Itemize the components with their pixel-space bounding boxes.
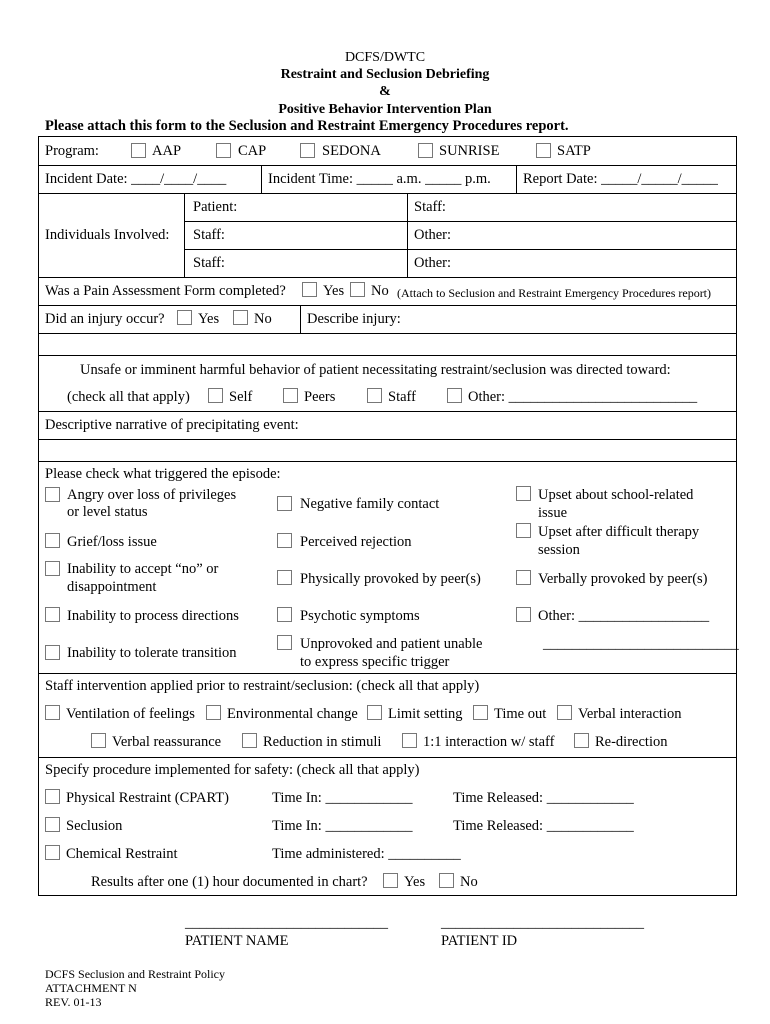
program-sunrise-label: SUNRISE bbox=[439, 143, 500, 159]
intervention-time-out-label: Time out bbox=[494, 706, 547, 722]
intervention-verbal-interaction-checkbox[interactable] bbox=[557, 705, 572, 720]
row-divider bbox=[38, 165, 737, 166]
intervention-redirection-label: Re-direction bbox=[595, 734, 668, 750]
behavior-other-field[interactable]: Other: __________________________ bbox=[468, 389, 698, 405]
injury-yes-label: Yes bbox=[198, 311, 220, 327]
intervention-label: Staff intervention applied prior to restraint/seclusion: (check all that apply) bbox=[45, 678, 480, 694]
intervention-verbal-reassurance-label: Verbal reassurance bbox=[112, 734, 222, 750]
pain-note: (Attach to Seclusion and Restraint Emergency Procedures report) bbox=[397, 286, 712, 300]
col-divider bbox=[184, 193, 185, 277]
trigger-accept-no-label-2: disappointment bbox=[67, 579, 157, 595]
report-date-field[interactable]: Report Date: _____/_____/_____ bbox=[523, 171, 718, 187]
form-title-ampersand: & bbox=[379, 84, 391, 99]
patient-name-label: PATIENT NAME bbox=[185, 933, 289, 949]
seclusion-time-released-field[interactable]: Time Released: ____________ bbox=[453, 818, 634, 834]
behavior-staff-checkbox[interactable] bbox=[367, 388, 382, 403]
trigger-school-label-2: issue bbox=[538, 505, 567, 521]
trigger-angry-label-2: or level status bbox=[67, 504, 148, 520]
form-title: Restraint and Seclusion Debriefing bbox=[280, 67, 490, 82]
program-sedona-checkbox[interactable] bbox=[300, 143, 315, 158]
row-divider bbox=[38, 411, 737, 412]
col-divider bbox=[261, 165, 262, 193]
table-border-left bbox=[38, 136, 39, 896]
pain-no-checkbox[interactable] bbox=[350, 282, 365, 297]
row-divider bbox=[184, 249, 737, 250]
trigger-accept-no-checkbox[interactable] bbox=[45, 561, 60, 576]
chemical-time-administered-field[interactable]: Time administered: __________ bbox=[272, 846, 461, 862]
physical-time-in-field[interactable]: Time In: ____________ bbox=[272, 790, 413, 806]
form-subtitle: Positive Behavior Intervention Plan bbox=[278, 102, 492, 117]
trigger-physically-provoked-checkbox[interactable] bbox=[277, 570, 292, 585]
program-aap-checkbox[interactable] bbox=[131, 143, 146, 158]
procedure-seclusion-checkbox[interactable] bbox=[45, 817, 60, 832]
footer-attachment: ATTACHMENT N bbox=[45, 981, 137, 995]
intervention-environmental-checkbox[interactable] bbox=[206, 705, 221, 720]
row-divider bbox=[38, 439, 737, 440]
intervention-time-out-checkbox[interactable] bbox=[473, 705, 488, 720]
incident-date-field[interactable]: Incident Date: ____/____/____ bbox=[45, 171, 227, 187]
staff-field[interactable]: Staff: bbox=[414, 199, 446, 215]
row-divider bbox=[38, 461, 737, 462]
trigger-other-checkbox[interactable] bbox=[516, 607, 531, 622]
trigger-transition-label: Inability to tolerate transition bbox=[67, 645, 237, 661]
procedure-seclusion-label: Seclusion bbox=[66, 818, 123, 834]
row-divider bbox=[38, 355, 737, 356]
row-divider bbox=[38, 193, 737, 194]
pain-yes-label: Yes bbox=[323, 283, 345, 299]
trigger-therapy-label-2: session bbox=[538, 542, 580, 558]
program-sunrise-checkbox[interactable] bbox=[418, 143, 433, 158]
patient-id-line[interactable]: ____________________________ bbox=[441, 915, 644, 931]
program-satp-label: SATP bbox=[557, 143, 591, 159]
trigger-other-field[interactable]: Other: __________________ bbox=[538, 608, 710, 624]
trigger-verbally-provoked-label: Verbally provoked by peer(s) bbox=[538, 571, 708, 587]
behavior-self-label: Self bbox=[229, 389, 253, 405]
behavior-check-all: (check all that apply) bbox=[67, 389, 190, 405]
injury-no-checkbox[interactable] bbox=[233, 310, 248, 325]
trigger-angry-label: Angry over loss of privileges bbox=[67, 487, 237, 503]
procedure-physical-restraint-checkbox[interactable] bbox=[45, 789, 60, 804]
table-border-bottom bbox=[38, 895, 737, 896]
intervention-ventilation-label: Ventilation of feelings bbox=[66, 706, 195, 722]
trigger-transition-checkbox[interactable] bbox=[45, 645, 60, 660]
results-yes-checkbox[interactable] bbox=[383, 873, 398, 888]
trigger-psychotic-label: Psychotic symptoms bbox=[300, 608, 420, 624]
behavior-peers-label: Peers bbox=[304, 389, 336, 405]
intervention-reduction-stimuli-label: Reduction in stimuli bbox=[263, 734, 382, 750]
pain-no-label: No bbox=[371, 283, 389, 299]
org-name: DCFS/DWTC bbox=[344, 50, 426, 65]
trigger-grief-checkbox[interactable] bbox=[45, 533, 60, 548]
row-divider bbox=[38, 305, 737, 306]
trigger-verbally-provoked-checkbox[interactable] bbox=[516, 570, 531, 585]
behavior-self-checkbox[interactable] bbox=[208, 388, 223, 403]
col-divider bbox=[407, 193, 408, 277]
program-sedona-label: SEDONA bbox=[322, 143, 381, 159]
triggers-label: Please check what triggered the episode: bbox=[45, 466, 281, 482]
trigger-unprovoked-label-2: to express specific trigger bbox=[300, 654, 450, 670]
intervention-verbal-reassurance-checkbox[interactable] bbox=[91, 733, 106, 748]
program-label: Program: bbox=[45, 143, 99, 159]
intervention-one-to-one-checkbox[interactable] bbox=[402, 733, 417, 748]
trigger-unprovoked-checkbox[interactable] bbox=[277, 635, 292, 650]
pain-yes-checkbox[interactable] bbox=[302, 282, 317, 297]
trigger-rejection-checkbox[interactable] bbox=[277, 533, 292, 548]
incident-time-field[interactable]: Incident Time: _____ a.m. _____ p.m. bbox=[268, 171, 491, 187]
table-border-right bbox=[736, 136, 737, 896]
describe-injury-field[interactable]: Describe injury: bbox=[307, 311, 401, 327]
results-no-checkbox[interactable] bbox=[439, 873, 454, 888]
program-satp-checkbox[interactable] bbox=[536, 143, 551, 158]
intervention-limit-setting-label: Limit setting bbox=[388, 706, 463, 722]
trigger-process-directions-label: Inability to process directions bbox=[67, 608, 239, 624]
trigger-psychotic-checkbox[interactable] bbox=[277, 607, 292, 622]
trigger-process-directions-checkbox[interactable] bbox=[45, 607, 60, 622]
physical-time-released-field[interactable]: Time Released: ____________ bbox=[453, 790, 634, 806]
trigger-angry-checkbox[interactable] bbox=[45, 487, 60, 502]
procedure-label: Specify procedure implemented for safety: (check all that apply) bbox=[45, 762, 420, 778]
behavior-staff-label: Staff bbox=[388, 389, 416, 405]
row-divider bbox=[38, 277, 737, 278]
trigger-family-contact-checkbox[interactable] bbox=[277, 496, 292, 511]
behavior-question: Unsafe or imminent harmful behavior of patient necessitating restraint/seclusion was directed toward: bbox=[80, 362, 671, 378]
trigger-grief-label: Grief/loss issue bbox=[67, 534, 157, 550]
row-divider bbox=[38, 673, 737, 674]
intervention-reduction-stimuli-checkbox[interactable] bbox=[242, 733, 257, 748]
table-border-top bbox=[38, 136, 737, 137]
results-no-label: No bbox=[460, 874, 478, 890]
col-divider bbox=[516, 165, 517, 193]
trigger-school-checkbox[interactable] bbox=[516, 486, 531, 501]
trigger-rejection-label: Perceived rejection bbox=[300, 534, 412, 550]
results-question: Results after one (1) hour documented in chart? bbox=[91, 874, 368, 890]
behavior-peers-checkbox[interactable] bbox=[283, 388, 298, 403]
footer-policy: DCFS Seclusion and Restraint Policy bbox=[45, 967, 225, 981]
intervention-environmental-label: Environmental change bbox=[227, 706, 358, 722]
trigger-family-contact-label: Negative family contact bbox=[300, 496, 440, 512]
trigger-other-extra-line[interactable]: ___________________________ bbox=[543, 636, 739, 652]
injury-no-label: No bbox=[254, 311, 272, 327]
trigger-therapy-label: Upset after difficult therapy bbox=[538, 524, 700, 540]
trigger-unprovoked-label: Unprovoked and patient unable bbox=[300, 636, 483, 652]
injury-yes-checkbox[interactable] bbox=[177, 310, 192, 325]
program-cap-label: CAP bbox=[238, 143, 267, 159]
trigger-physically-provoked-label: Physically provoked by peer(s) bbox=[300, 571, 481, 587]
patient-name-line[interactable]: ____________________________ bbox=[185, 915, 388, 931]
trigger-school-label: Upset about school-related bbox=[538, 487, 694, 503]
patient-field[interactable]: Patient: bbox=[193, 199, 238, 215]
footer-revision: REV. 01-13 bbox=[45, 995, 102, 1009]
intervention-redirection-checkbox[interactable] bbox=[574, 733, 589, 748]
program-aap-label: AAP bbox=[152, 143, 182, 159]
col-divider bbox=[300, 305, 301, 333]
patient-id-label: PATIENT ID bbox=[441, 933, 518, 949]
injury-question: Did an injury occur? bbox=[45, 311, 165, 327]
procedure-chemical-restraint-checkbox[interactable] bbox=[45, 845, 60, 860]
other-field[interactable]: Other: bbox=[414, 255, 452, 271]
intervention-verbal-interaction-label: Verbal interaction bbox=[578, 706, 682, 722]
form-instruction: Please attach this form to the Seclusion and Restraint Emergency Procedures report. bbox=[45, 118, 569, 134]
intervention-ventilation-checkbox[interactable] bbox=[45, 705, 60, 720]
individuals-label: Individuals Involved: bbox=[45, 227, 170, 243]
seclusion-time-in-field[interactable]: Time In: ____________ bbox=[272, 818, 413, 834]
results-yes-label: Yes bbox=[404, 874, 426, 890]
intervention-limit-setting-checkbox[interactable] bbox=[367, 705, 382, 720]
narrative-label: Descriptive narrative of precipitating event: bbox=[45, 417, 299, 433]
procedure-physical-restraint-label: Physical Restraint (CPART) bbox=[66, 790, 229, 806]
staff-field[interactable]: Staff: bbox=[193, 227, 225, 243]
row-divider bbox=[38, 757, 737, 758]
staff-field[interactable]: Staff: bbox=[193, 255, 225, 271]
row-divider bbox=[38, 333, 737, 334]
trigger-accept-no-label: Inability to accept “no” or bbox=[67, 561, 219, 577]
behavior-other-checkbox[interactable] bbox=[447, 388, 462, 403]
row-divider bbox=[184, 221, 737, 222]
program-cap-checkbox[interactable] bbox=[216, 143, 231, 158]
trigger-therapy-checkbox[interactable] bbox=[516, 523, 531, 538]
intervention-one-to-one-label: 1:1 interaction w/ staff bbox=[423, 734, 555, 750]
procedure-chemical-restraint-label: Chemical Restraint bbox=[66, 846, 178, 862]
pain-question: Was a Pain Assessment Form completed? bbox=[45, 283, 286, 299]
other-field[interactable]: Other: bbox=[414, 227, 452, 243]
